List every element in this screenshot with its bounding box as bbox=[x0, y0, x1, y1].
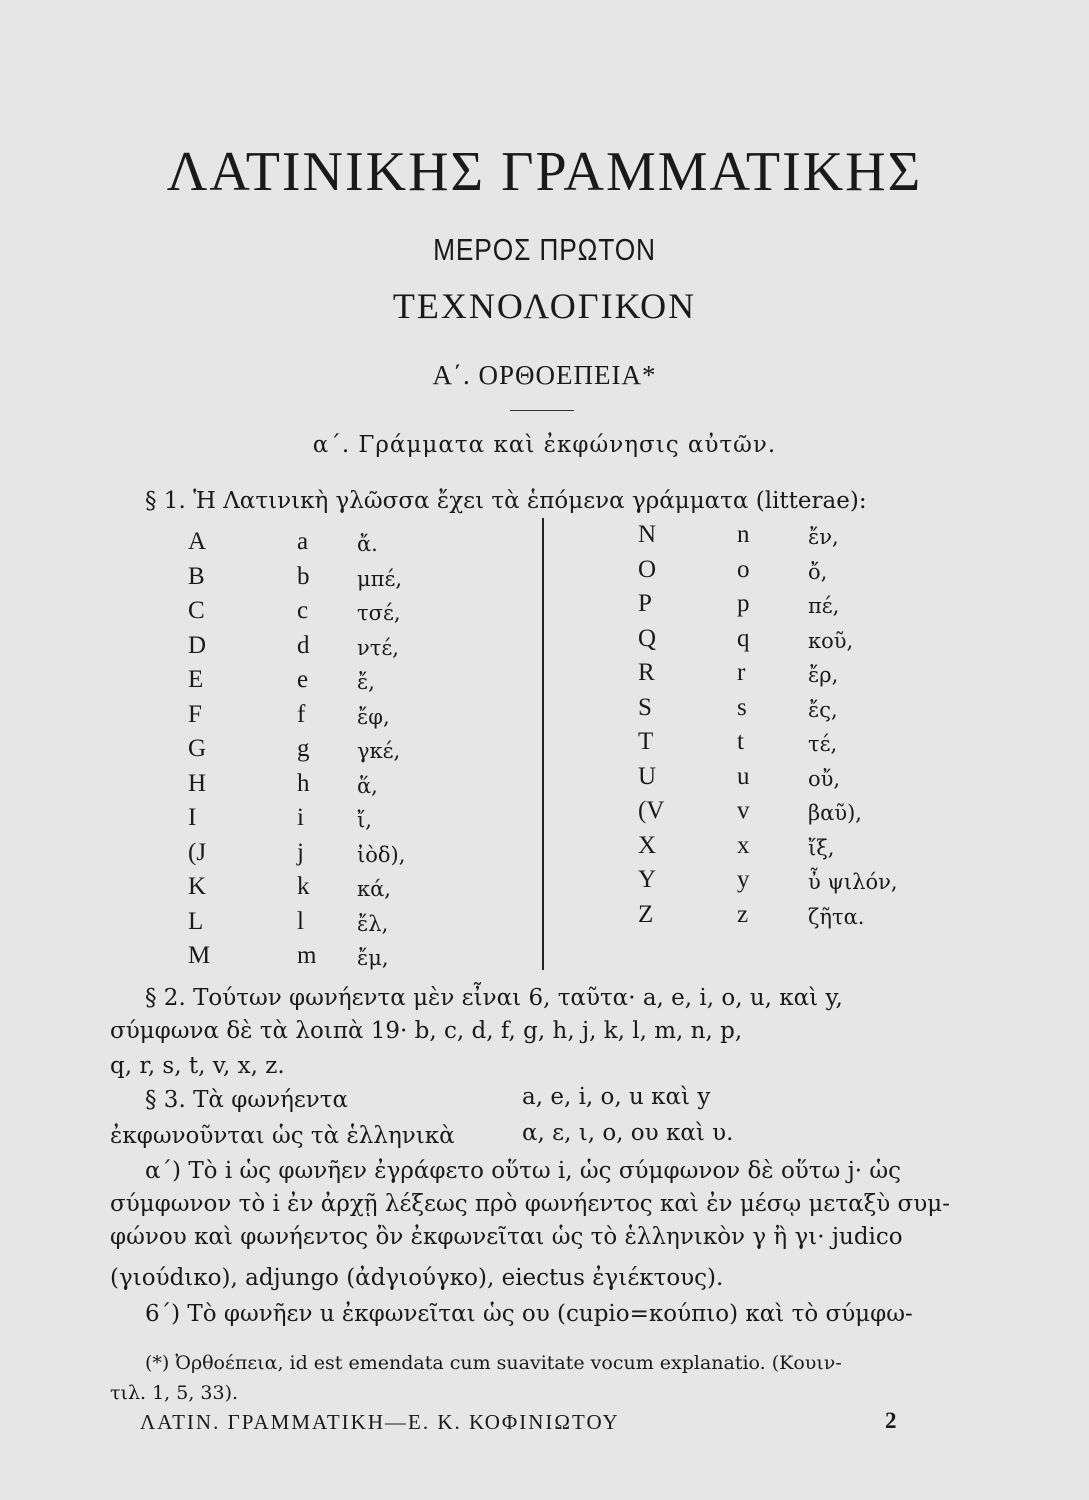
letter: y bbox=[737, 866, 750, 893]
letter: (J bbox=[188, 838, 207, 866]
letter: x bbox=[737, 831, 750, 859]
letter: d bbox=[297, 631, 310, 659]
letter: E bbox=[188, 666, 204, 693]
letter: U bbox=[638, 762, 657, 790]
pronunciation: τέ, bbox=[808, 732, 838, 756]
letter: B bbox=[188, 562, 205, 590]
letter: C bbox=[188, 597, 205, 624]
pronunciation: ντέ, bbox=[357, 635, 399, 660]
pronunciation: μπέ, bbox=[357, 566, 403, 591]
note-alpha-line: σύμφωνον τὸ i ἐν ἀρχῇ λέξεως πρὸ φωνήεντος καὶ ἐν μέσῳ μεταξὺ συμ- bbox=[110, 1191, 950, 1217]
letter: O bbox=[638, 555, 657, 583]
paragraph-2-line: q, r, s, t, v, x, z. bbox=[110, 1053, 285, 1079]
pronunciation: ζῆτα. bbox=[808, 904, 865, 929]
letter: e bbox=[297, 666, 309, 693]
pronunciation: γκέ, bbox=[357, 739, 401, 763]
pronunciation: ἔς, bbox=[808, 697, 838, 722]
running-footer: ΛΑΤΙΝ. ΓΡΑΜΜΑΤΙΚΗ—Ε. Κ. ΚΟΦΙΝΙΩΤΟΥ bbox=[140, 1410, 620, 1434]
pronunciation: κά, bbox=[357, 877, 391, 901]
letter: T bbox=[638, 728, 654, 755]
letter: S bbox=[638, 693, 652, 721]
letter: p bbox=[737, 590, 750, 617]
letter: N bbox=[638, 521, 657, 548]
letter: L bbox=[188, 907, 204, 935]
divider-rule bbox=[510, 410, 574, 411]
letter: m bbox=[297, 942, 317, 969]
note-alpha-line: φώνου καὶ φωνήεντος ὂν ἐκφωνεῖται ὡς τὸ ἑλληνικὸν γ ἢ γι· judico bbox=[110, 1224, 903, 1250]
alphabet-left-uppercase bbox=[188, 525, 210, 974]
letter: G bbox=[188, 735, 207, 762]
letter: u bbox=[737, 762, 750, 790]
pronunciation: ἔφ, bbox=[357, 704, 390, 729]
letter: F bbox=[188, 700, 202, 728]
letter: A bbox=[188, 528, 207, 555]
letter: j bbox=[297, 838, 304, 866]
letter: D bbox=[188, 631, 207, 659]
letter: z bbox=[737, 900, 749, 928]
letter: q bbox=[737, 624, 750, 652]
pronunciation: τσέ, bbox=[357, 601, 401, 625]
letter: h bbox=[297, 769, 310, 797]
alphabet-right-uppercase bbox=[638, 518, 664, 932]
letter: g bbox=[297, 735, 310, 762]
letter: t bbox=[737, 728, 744, 755]
letter: i bbox=[297, 804, 304, 831]
footnote-line: τιλ. 1, 5, 33). bbox=[110, 1382, 239, 1404]
pronunciation: κοῦ, bbox=[808, 628, 854, 653]
pronunciation: ἔ, bbox=[357, 670, 375, 694]
pronunciation: ἰὸδ), bbox=[357, 842, 406, 867]
letter: c bbox=[297, 597, 309, 624]
pronunciation: ἔμ, bbox=[357, 946, 389, 970]
letter: k bbox=[297, 873, 310, 900]
pronunciation: οὔ, bbox=[808, 766, 841, 791]
letter: Q bbox=[638, 624, 657, 652]
alphabet-left-pronunciation bbox=[357, 527, 405, 976]
paragraph-3-right: a, e, i, o, u καὶ y bbox=[522, 1084, 711, 1110]
section-heading: α΄. Γράμματα καὶ ἐκφώνησις αὐτῶν. bbox=[312, 432, 777, 458]
letter: r bbox=[737, 659, 746, 686]
letter: o bbox=[737, 555, 750, 583]
paragraph-2-line: § 2. Τούτων φωνήεντα μὲν εἶναι 6, ταῦτα· a, e, i, o, u, καὶ y, bbox=[145, 985, 843, 1011]
alphabet-left-lowercase bbox=[297, 525, 316, 974]
letter: H bbox=[188, 769, 207, 797]
alphabet-right-pronunciation bbox=[808, 520, 898, 934]
pronunciation: βαῦ), bbox=[808, 801, 862, 825]
column-divider bbox=[542, 518, 544, 970]
paragraph-1: § 1. Ἡ Λατινικὴ γλῶσσα ἔχει τὰ ἑπόμενα γράμματα (litterae): bbox=[145, 488, 867, 514]
letter: v bbox=[737, 797, 750, 824]
pronunciation: ἔν, bbox=[808, 525, 839, 549]
pronunciation: ὄ, bbox=[808, 559, 828, 584]
pronunciation: ἄ. bbox=[357, 532, 378, 556]
letter: Z bbox=[638, 900, 654, 928]
chapter-heading: Α΄. ΟΡΘΟΕΠΕΙΑ* bbox=[432, 360, 657, 390]
letter: b bbox=[297, 562, 310, 590]
letter: R bbox=[638, 659, 655, 686]
page-number: 2 bbox=[885, 1408, 897, 1433]
pronunciation: πέ, bbox=[808, 594, 840, 618]
part-heading: ΜΕΡΟΣ ΠΡΩΤΟΝ bbox=[433, 232, 656, 267]
part-subtitle: ΤΕΧΝΟΛΟΓΙΚΟΝ bbox=[392, 286, 697, 326]
book-title: ΛΑΤΙΝΙΚΗΣ ΓΡΑΜΜΑΤΙΚΗΣ bbox=[166, 141, 923, 203]
note-alpha-line: α΄) Τὸ i ὡς φωνῆεν ἐγράφετο οὕτω i, ὡς σύμφωνον δὲ οὕτω j· ὡς bbox=[145, 1158, 901, 1184]
letter: a bbox=[297, 528, 309, 555]
paragraph-3-left: § 3. Τὰ φωνήεντα bbox=[145, 1087, 349, 1113]
letter: I bbox=[188, 804, 197, 831]
pronunciation: ἔλ, bbox=[357, 911, 389, 936]
letter: P bbox=[638, 590, 652, 617]
letter: X bbox=[638, 831, 657, 859]
letter: l bbox=[297, 907, 304, 935]
pronunciation: ἔρ, bbox=[808, 663, 839, 687]
letter: M bbox=[188, 942, 211, 969]
pronunciation: ὖ ψιλόν, bbox=[808, 870, 898, 894]
pronunciation: ἴξ, bbox=[808, 835, 835, 860]
paragraph-3-right: α, ε, ι, ο, ου καὶ υ. bbox=[522, 1120, 734, 1146]
note-beta-line: 6΄) Τὸ φωνῆεν u ἐκφωνεῖται ὡς ου (cupio=κούπιο) καὶ τὸ σύμφω- bbox=[145, 1301, 913, 1327]
letter: n bbox=[737, 521, 750, 548]
footnote-line: (*) Ὀρθοέπεια, id est emendata cum suavitate vocum explanatio. (Κουιν- bbox=[145, 1352, 842, 1374]
letter: f bbox=[297, 700, 306, 728]
letter: Y bbox=[638, 866, 657, 893]
letter: s bbox=[737, 693, 747, 721]
pronunciation: ἴ, bbox=[357, 808, 372, 832]
letter: (V bbox=[638, 797, 665, 824]
alphabet-right-lowercase bbox=[737, 518, 750, 932]
letter: K bbox=[188, 873, 207, 900]
note-alpha-line: (γιούdικο), adjungo (ἀdγιούγκο), eiectus ἐγιέκτους). bbox=[110, 1265, 724, 1291]
paragraph-2-line: σύμφωνα δὲ τὰ λοιπὰ 19· b, c, d, f, g, h, j, k, l, m, n, p, bbox=[110, 1018, 743, 1044]
paragraph-3-left: ἐκφωνοῦνται ὡς τὰ ἑλληνικὰ bbox=[110, 1123, 455, 1149]
pronunciation: ἅ, bbox=[357, 773, 378, 798]
